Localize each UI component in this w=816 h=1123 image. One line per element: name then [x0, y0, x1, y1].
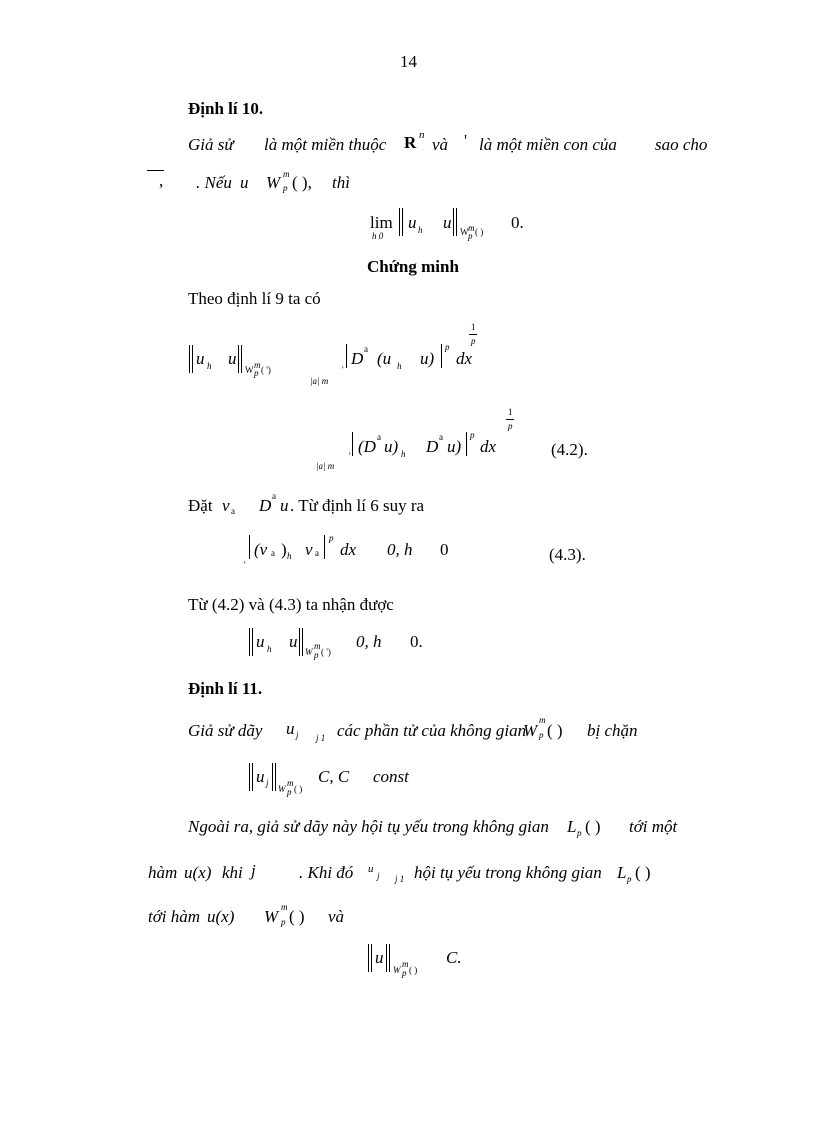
power-p: p — [470, 430, 475, 440]
var-u: u — [408, 213, 417, 232]
sum-domain: ' — [342, 365, 344, 375]
sup-m: m — [281, 902, 288, 912]
var-u: u — [443, 213, 452, 232]
sub-j: j — [266, 778, 269, 788]
rhs: C. — [446, 948, 462, 967]
norm-bars-left — [399, 208, 403, 236]
sup-m: m — [539, 715, 546, 725]
rhs: 0. — [511, 213, 524, 232]
rhs-zero: 0 — [440, 540, 449, 559]
sub-h: h — [267, 644, 272, 654]
norm-sub-p: p — [314, 650, 319, 660]
norm-bars-right — [386, 944, 390, 972]
rhs: C, C — [318, 767, 350, 786]
sub-p: p — [283, 183, 288, 193]
sum-condition: |a| m — [316, 461, 335, 471]
norm-sub-m: m — [254, 360, 261, 370]
sup-a: a — [439, 432, 443, 442]
text: . Từ định lí 6 suy ra — [290, 496, 425, 515]
paren: ( ), — [292, 173, 312, 192]
norm-sub-W: W — [245, 365, 254, 375]
text: tới một — [629, 817, 678, 836]
var-u: u — [368, 863, 374, 875]
func-u-x: u(x) — [184, 863, 212, 882]
abs-bar-right — [441, 344, 442, 368]
abs-bar-left — [249, 535, 250, 559]
sub-a: a — [231, 506, 235, 516]
norm-sub-W: W — [393, 965, 401, 975]
var-u: u — [240, 173, 249, 192]
var-u: u — [289, 632, 298, 651]
sub-a: a — [271, 548, 275, 558]
dx: dx — [340, 540, 357, 559]
text: Giả sử dãy — [188, 721, 263, 740]
rhs: 0, h — [356, 632, 382, 651]
term: u) — [384, 437, 399, 456]
dx: dx — [456, 349, 473, 368]
lim-label: lim — [370, 213, 393, 232]
norm-bars-left — [249, 763, 253, 791]
paren: ( ) — [289, 907, 305, 926]
norm-sub-p: p — [402, 968, 407, 978]
exp-denominator: p — [471, 336, 476, 346]
norm-bars-left — [368, 944, 372, 972]
comma: , — [159, 171, 164, 190]
sub-p: p — [627, 874, 632, 884]
text: và — [432, 135, 449, 154]
var-v: v — [305, 540, 313, 559]
text: hàm — [148, 863, 178, 882]
text: là một miền con của — [479, 135, 617, 154]
text: bị chặn — [587, 721, 638, 740]
sup-m: m — [283, 169, 290, 179]
lim-sub: h 0 — [372, 231, 384, 241]
sub-p: p — [539, 730, 544, 740]
term: u) — [447, 437, 462, 456]
norm-sub-p: p — [287, 787, 292, 797]
paren: ( ) — [585, 817, 601, 836]
exp-denominator: p — [508, 421, 513, 431]
text: sao cho — [655, 135, 708, 154]
sub-j: j — [377, 871, 380, 881]
sobolev-W: W — [266, 173, 281, 192]
var-v: v — [222, 496, 230, 515]
sub-h: h — [287, 551, 292, 561]
operator-D: D — [426, 437, 439, 456]
sub-h: h — [401, 449, 406, 459]
sup-a: a — [364, 344, 368, 354]
var-u: u — [286, 719, 295, 738]
equation-label: (4.2). — [551, 440, 588, 459]
norm-sub-p: p — [468, 231, 473, 241]
power-p: p — [329, 533, 334, 543]
text: Ngoài ra, giả sử dãy này hội tụ yếu trong không gian — [188, 817, 549, 836]
rhs-zero: 0. — [410, 632, 423, 651]
norm-sub-m: m — [314, 641, 321, 651]
norm-sub-p: p — [254, 368, 259, 378]
norm-sub-paren: ( ') — [321, 647, 331, 657]
sup-a: a — [377, 432, 381, 442]
sobolev-W: W — [523, 721, 538, 740]
var-u: u — [256, 632, 265, 651]
seq-index: j 1 — [316, 733, 326, 743]
abs-bar-right — [466, 432, 467, 456]
norm-sub-paren: ( ') — [261, 365, 271, 375]
norm-sub-m: m — [287, 778, 294, 788]
dx: dx — [480, 437, 497, 456]
superscript: n — [419, 129, 425, 141]
sub-a: a — [315, 548, 319, 558]
var-u: u — [228, 349, 237, 368]
text: khi — [222, 863, 243, 882]
var-j: j — [251, 861, 256, 880]
sub-h: h — [418, 225, 423, 235]
term: u) — [420, 349, 435, 368]
var-u: u — [280, 496, 289, 515]
theorem-10-title: Định lí 10. — [188, 99, 264, 118]
seq-index: j 1 — [395, 874, 405, 884]
sub-h: h — [397, 361, 402, 371]
abs-bar-left — [352, 432, 353, 456]
var-u: u — [375, 948, 384, 967]
text: hội tụ yếu trong không gian — [414, 863, 602, 882]
norm-sub-paren: ( ) — [409, 965, 418, 975]
rhs: 0, h — [387, 540, 413, 559]
text: Giả sử — [188, 135, 234, 154]
norm-sub-paren: ( ) — [475, 227, 484, 237]
var-u: u — [196, 349, 205, 368]
text: là một miền thuộc — [264, 135, 387, 154]
norm-sub-m: m — [468, 223, 475, 233]
text: các phần tử của không gian — [337, 721, 527, 740]
sub-p: p — [281, 917, 286, 927]
norm-bars-right — [453, 208, 457, 236]
text: thì — [332, 173, 350, 192]
equation-label: (4.3). — [549, 545, 586, 564]
const: const — [373, 767, 409, 786]
term: (u — [377, 349, 392, 368]
prime-mark: ' — [464, 131, 468, 150]
lebesgue-L: L — [617, 863, 627, 882]
func-u-x: u(x) — [207, 907, 235, 926]
operator-D: D — [351, 349, 364, 368]
sup-a: a — [272, 491, 276, 501]
paren: ( ) — [635, 863, 651, 882]
exp-fraction-bar — [506, 419, 514, 420]
text: Đặt — [188, 496, 213, 515]
norm-bars-left — [249, 628, 253, 656]
text: . Nếu — [196, 173, 232, 192]
paren: ( ) — [547, 721, 563, 740]
reals-symbol: R — [404, 133, 417, 152]
abs-bar-right — [324, 535, 325, 559]
exp-numerator: 1 — [471, 322, 476, 332]
abs-bar-left — [346, 344, 347, 368]
sub-j: j — [296, 730, 299, 740]
conclusion-text: Từ (4.2) và (4.3) ta nhận được — [188, 595, 394, 614]
sum-condition: |a| m — [310, 376, 329, 386]
exp-numerator: 1 — [508, 407, 513, 417]
text: tới hàm — [148, 907, 201, 926]
norm-bars-right — [272, 763, 276, 791]
text: . Khi đó — [299, 863, 354, 882]
power-p: p — [445, 342, 450, 352]
norm-sub-paren: ( ) — [294, 784, 303, 794]
theorem-11-title: Định lí 11. — [188, 679, 263, 698]
text: và — [328, 907, 345, 926]
proof-intro: Theo định lí 9 ta có — [188, 289, 321, 308]
norm-sub-W: W — [278, 784, 286, 794]
operator-D: D — [259, 496, 272, 515]
sub-p: p — [577, 828, 582, 838]
norm-sub-W: W — [305, 647, 313, 657]
sobolev-W: W — [264, 907, 279, 926]
var-u: u — [256, 767, 265, 786]
integral-domain: ' — [244, 560, 246, 570]
proof-title: Chứng minh — [367, 257, 459, 276]
norm-bars-right — [238, 345, 242, 373]
lebesgue-L: L — [567, 817, 577, 836]
term: (v — [254, 540, 268, 559]
sum-domain: ' — [349, 451, 351, 461]
paren: ) — [281, 540, 287, 559]
norm-bars-left — [189, 345, 193, 373]
term: (D — [358, 437, 376, 456]
norm-sub-W: W — [460, 227, 469, 237]
sub-h: h — [207, 361, 212, 371]
exp-fraction-bar — [469, 334, 477, 335]
norm-bars-right — [299, 628, 303, 656]
norm-sub-m: m — [402, 959, 409, 969]
page-number: 14 — [400, 52, 417, 71]
